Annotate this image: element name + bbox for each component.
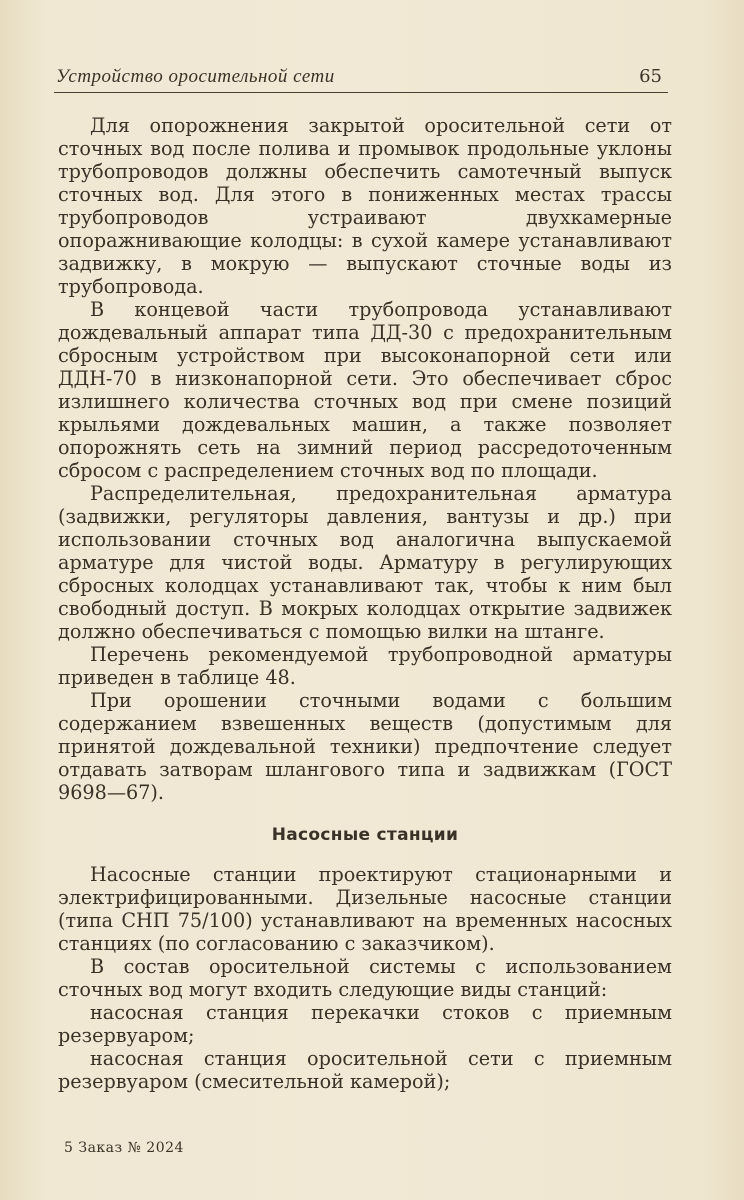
paragraph: Для опорожнения закрытой оросительной сети от сточных вод после полива и промывок продольные уклоны трубопроводов должны обеспечить самотечный выпуск сточных вод. Для этого в пониженных местах трассы трубопроводов устраивают двухкамерные опоражнивающие колодцы: в сухой камере устанавливают задвижку, в мокрую — выпускают сточные воды из трубопровода. — [58, 114, 672, 298]
paragraph: В концевой части трубопровода устанавливают дождевальный аппарат типа ДД-30 с предохранительным сбросным устройством при высоконапорной сети или ДДН-70 в низконапорной сети. Это обеспечивает сброс излишнего количества сточных вод при смене позиций крыльями дождевальных машин, а также позволяет опорожнять сеть на зимний период рассредоточенным сбросом с распределением сточных вод по площади. — [58, 298, 672, 482]
paragraph: В состав оросительной системы с использованием сточных вод могут входить следующие виды станций: — [58, 955, 672, 1001]
paragraph: При орошении сточными водами с большим содержанием взвешенных веществ (допустимым для принятой дождевальной техники) предпочтение следует отдавать затворам шлангового типа и задвижкам (ГОСТ 9698—67). — [58, 689, 672, 804]
printer-signature-mark: 5 Заказ № 2024 — [64, 1140, 184, 1156]
page-number: 65 — [639, 66, 662, 87]
running-title: Устройство оросительной сети — [56, 66, 335, 87]
section-heading: Насосные станции — [271, 825, 459, 845]
page-header — [54, 66, 668, 93]
list-item: насосная станция перекачки стоков с приемным резервуаром; — [58, 1001, 672, 1047]
list-item: насосная станция оросительной сети с приемным резервуаром (смесительной камерой); — [58, 1047, 672, 1093]
paragraph: Распределительная, предохранительная арматура (задвижки, регуляторы давления, вантузы и др.) при использовании сточных вод аналогична выпускаемой арматуре для чистой воды. Арматуру в регулирующих сбросных колодцах устанавливают так, чтобы к ним был свободный доступ. В мокрых колодцах открытие задвижек должно обеспечиваться с помощью вилки на штанге. — [58, 482, 672, 643]
paragraph: Насосные станции проектируют стационарными и электрифицированными. Дизельные насосные станции (типа СНП 75/100) устанавливают на временных насосных станциях (по согласованию с заказчиком). — [58, 863, 672, 955]
body-text — [58, 114, 672, 1093]
paragraph: Перечень рекомендуемой трубопроводной арматуры приведен в таблице 48. — [58, 643, 672, 689]
